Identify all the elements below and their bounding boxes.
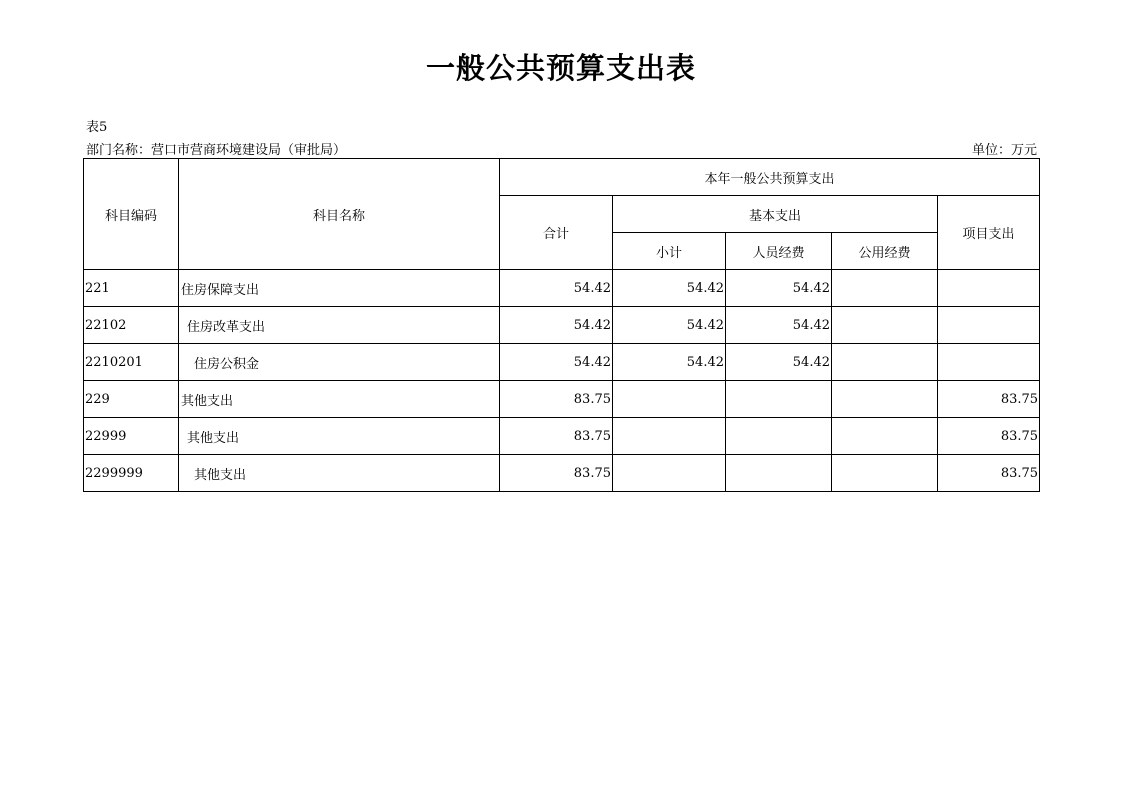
cell-project: 83.75 bbox=[938, 418, 1040, 455]
cell-code: 229 bbox=[84, 381, 179, 418]
table-row bbox=[84, 381, 1040, 418]
cell-code: 22999 bbox=[84, 418, 179, 455]
cell-subtotal bbox=[613, 455, 726, 492]
cell-name: 其他支出 bbox=[179, 418, 500, 455]
department-name: 部门名称：营口市营商环境建设局（审批局） bbox=[86, 143, 347, 158]
cell-subtotal bbox=[613, 418, 726, 455]
col-header-public: 公用经费 bbox=[832, 233, 938, 270]
table-row bbox=[84, 418, 1040, 455]
table-row bbox=[84, 307, 1040, 344]
cell-code: 2299999 bbox=[84, 455, 179, 492]
col-header-basic: 基本支出 bbox=[613, 196, 938, 233]
cell-personnel bbox=[726, 381, 832, 418]
page-title: 一般公共预算支出表 bbox=[425, 51, 696, 85]
cell-project: 83.75 bbox=[938, 381, 1040, 418]
cell-project bbox=[938, 307, 1040, 344]
cell-subtotal: 54.42 bbox=[613, 270, 726, 307]
cell-public bbox=[832, 307, 938, 344]
col-header-name: 科目名称 bbox=[179, 159, 500, 270]
col-header-total: 合计 bbox=[500, 196, 613, 270]
cell-project: 83.75 bbox=[938, 455, 1040, 492]
cell-personnel bbox=[726, 455, 832, 492]
cell-public bbox=[832, 270, 938, 307]
cell-personnel: 54.42 bbox=[726, 270, 832, 307]
cell-personnel: 54.42 bbox=[726, 344, 832, 381]
cell-name: 住房保障支出 bbox=[179, 270, 500, 307]
col-header-project: 项目支出 bbox=[938, 196, 1040, 270]
cell-public bbox=[832, 455, 938, 492]
cell-public bbox=[832, 381, 938, 418]
cell-name: 住房公积金 bbox=[179, 344, 500, 381]
cell-public bbox=[832, 418, 938, 455]
col-header-group: 本年一般公共预算支出 bbox=[500, 159, 1040, 196]
cell-subtotal: 54.42 bbox=[613, 344, 726, 381]
cell-project bbox=[938, 270, 1040, 307]
cell-total: 83.75 bbox=[500, 418, 613, 455]
col-header-personnel: 人员经费 bbox=[726, 233, 832, 270]
cell-code: 221 bbox=[84, 270, 179, 307]
cell-total: 54.42 bbox=[500, 307, 613, 344]
cell-personnel: 54.42 bbox=[726, 307, 832, 344]
budget-table bbox=[83, 158, 1040, 492]
cell-subtotal bbox=[613, 381, 726, 418]
cell-name: 其他支出 bbox=[179, 381, 500, 418]
cell-total: 83.75 bbox=[500, 381, 613, 418]
cell-total: 83.75 bbox=[500, 455, 613, 492]
table-row bbox=[84, 344, 1040, 381]
unit-label: 单位：万元 bbox=[971, 143, 1037, 158]
col-header-code: 科目编码 bbox=[84, 159, 179, 270]
cell-total: 54.42 bbox=[500, 344, 613, 381]
table-number: 表5 bbox=[86, 120, 108, 135]
cell-project bbox=[938, 344, 1040, 381]
col-header-subtotal: 小计 bbox=[613, 233, 726, 270]
cell-subtotal: 54.42 bbox=[613, 307, 726, 344]
cell-name: 住房改革支出 bbox=[179, 307, 500, 344]
table-row bbox=[84, 270, 1040, 307]
table-row bbox=[84, 455, 1040, 492]
cell-personnel bbox=[726, 418, 832, 455]
cell-code: 2210201 bbox=[84, 344, 179, 381]
cell-code: 22102 bbox=[84, 307, 179, 344]
cell-public bbox=[832, 344, 938, 381]
cell-name: 其他支出 bbox=[179, 455, 500, 492]
cell-total: 54.42 bbox=[500, 270, 613, 307]
